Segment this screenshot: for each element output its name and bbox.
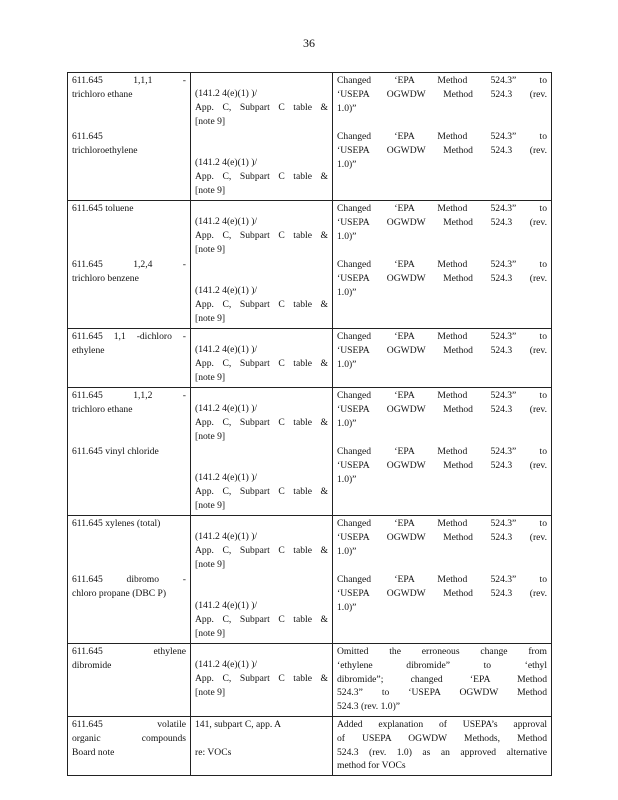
reference-line: App. C, Subpart C table & xyxy=(195,170,328,182)
change-entry xyxy=(337,74,547,116)
section-entry xyxy=(72,718,186,759)
table-row xyxy=(68,329,552,388)
reference-line: App. C, Subpart C table & xyxy=(195,229,328,241)
change-line: 1.0)” xyxy=(337,158,357,170)
change-entry xyxy=(337,330,547,372)
reference-line: App. C, Subpart C table & xyxy=(195,357,328,369)
change-entry xyxy=(337,202,547,244)
change-cell xyxy=(333,388,552,516)
section-entry xyxy=(72,258,186,300)
section-line: 611.645 toluene xyxy=(72,203,134,214)
section-line: 611.645 xyxy=(72,131,103,142)
reference-entry xyxy=(195,718,328,759)
reference-line: (141.2 4(e)(1) )/ xyxy=(195,216,258,227)
section-entry xyxy=(72,445,186,487)
section-entry xyxy=(72,389,186,431)
table-row xyxy=(68,644,552,717)
reference-cell xyxy=(191,388,333,516)
section-line: 611.645 volatile xyxy=(72,718,186,730)
change-line: ‘USEPA OGWDW Method 524.3 (rev. xyxy=(337,587,547,599)
reference-entry xyxy=(195,389,328,444)
reference-line: App. C, Subpart C table & xyxy=(195,613,328,625)
table-row xyxy=(68,73,552,201)
section-entry xyxy=(72,330,186,372)
reference-line: (141.2 4(e)(1) )/ xyxy=(195,600,258,611)
reference-line: [note 9] xyxy=(195,499,226,511)
reference-line: App. C, Subpart C table & xyxy=(195,101,328,113)
reference-line: (141.2 4(e)(1) )/ xyxy=(195,157,258,168)
section-cell xyxy=(68,388,191,516)
reference-cell xyxy=(191,516,333,644)
change-cell xyxy=(333,329,552,388)
section-cell xyxy=(68,716,191,775)
change-cell xyxy=(333,516,552,644)
change-line: 1.0)” xyxy=(337,286,357,298)
change-entry xyxy=(337,718,547,773)
section-line: trichloroethylene xyxy=(72,144,138,156)
change-line: ‘USEPA OGWDW Method 524.3 (rev. xyxy=(337,459,547,471)
reference-entry xyxy=(195,143,328,198)
change-entry xyxy=(337,445,547,487)
change-entry xyxy=(337,573,547,615)
reference-line: App. C, Subpart C table & xyxy=(195,672,328,684)
section-line: 611.645 vinyl chloride xyxy=(72,446,159,457)
section-line: trichloro ethane xyxy=(72,88,133,100)
section-line: chloro propane (DBC P) xyxy=(72,587,167,599)
change-line: ‘USEPA OGWDW Method 524.3 (rev. xyxy=(337,531,547,543)
reference-line: App. C, Subpart C table & xyxy=(195,485,328,497)
reference-line: [note 9] xyxy=(195,371,226,383)
reference-line: [note 9] xyxy=(195,115,226,127)
section-line: 611.645 xylenes (total) xyxy=(72,518,161,529)
section-line: Board note xyxy=(72,746,115,758)
reference-line: [note 9] xyxy=(195,184,226,196)
reference-line: (141.2 4(e)(1) )/ xyxy=(195,472,258,483)
reference-line: (141.2 4(e)(1) )/ xyxy=(195,659,258,670)
change-line: Omitted the erroneous change from xyxy=(337,646,547,657)
change-line: ‘USEPA OGWDW Method 524.3 (rev. xyxy=(337,403,547,415)
section-entry xyxy=(72,645,186,687)
reference-entry xyxy=(195,458,328,513)
change-entry xyxy=(337,130,547,172)
reference-line xyxy=(195,732,328,746)
reference-line: (141.2 4(e)(1) )/ xyxy=(195,344,258,355)
change-cell xyxy=(333,201,552,329)
change-cell xyxy=(333,644,552,717)
reference-line: [note 9] xyxy=(195,430,226,442)
reference-cell xyxy=(191,73,333,201)
change-line: Added explanation of USEPA’s approval xyxy=(337,718,547,730)
section-cell xyxy=(68,516,191,644)
change-line: 1.0)” xyxy=(337,358,357,370)
change-entry xyxy=(337,258,547,300)
section-cell xyxy=(68,73,191,201)
change-line: 1.0)” xyxy=(337,545,357,557)
page-number: 36 xyxy=(303,36,315,50)
section-line: 611.645 ethylene xyxy=(72,646,186,657)
reference-line: App. C, Subpart C table & xyxy=(195,298,328,310)
reference-line: re: VOCs xyxy=(195,746,232,758)
section-entry xyxy=(72,74,186,116)
change-line: Changed ‘EPA Method 524.3” to xyxy=(337,446,547,457)
reference-line: (141.2 4(e)(1) )/ xyxy=(195,531,258,542)
reference-cell xyxy=(191,201,333,329)
change-entry xyxy=(337,389,547,431)
change-line: 524.3 (rev. 1.0) as an approved alternative xyxy=(337,746,547,758)
section-line: dibromide xyxy=(72,659,112,671)
section-entry xyxy=(72,130,186,172)
section-entry xyxy=(72,202,186,244)
change-line: ‘ethylene dibromide” to ‘ethyl xyxy=(337,659,547,671)
section-line: 611.645 dibromo - xyxy=(72,574,186,585)
change-line: 1.0)” xyxy=(337,230,357,242)
change-entry xyxy=(337,517,547,559)
section-line: 611.645 1,1 -dichloro - xyxy=(72,331,186,342)
amendments-table xyxy=(67,72,552,776)
reference-cell xyxy=(191,644,333,717)
change-line: 524.3 (rev. 1.0)” xyxy=(337,701,401,713)
table-body xyxy=(68,73,552,776)
change-line: ‘USEPA OGWDW Method 524.3 (rev. xyxy=(337,88,547,100)
change-line: Changed ‘EPA Method 524.3” to xyxy=(337,574,547,585)
change-line: Changed ‘EPA Method 524.3” to xyxy=(337,203,547,214)
reference-line: [note 9] xyxy=(195,686,226,698)
reference-entry xyxy=(195,330,328,385)
reference-entry xyxy=(195,586,328,641)
reference-line: [note 9] xyxy=(195,558,226,570)
change-entry xyxy=(337,645,547,714)
change-cell xyxy=(333,716,552,775)
change-line: ‘USEPA OGWDW Method 524.3 (rev. xyxy=(337,144,547,156)
section-line: organic compounds xyxy=(72,732,186,744)
reference-entry xyxy=(195,517,328,572)
table-row xyxy=(68,201,552,329)
change-line: 1.0)” xyxy=(337,601,357,613)
section-line: 611.645 1,2,4 - xyxy=(72,259,186,270)
change-line: 524.3” to ‘USEPA OGWDW Method xyxy=(337,687,547,699)
section-line: trichloro ethane xyxy=(72,403,133,415)
change-line: ‘USEPA OGWDW Method 524.3 (rev. xyxy=(337,216,547,228)
section-entry xyxy=(72,517,186,559)
change-line: Changed ‘EPA Method 524.3” to xyxy=(337,518,547,529)
reference-line: [note 9] xyxy=(195,312,226,324)
section-cell xyxy=(68,329,191,388)
reference-line: 141, subpart C, app. A xyxy=(195,718,282,730)
reference-entry xyxy=(195,645,328,700)
reference-cell xyxy=(191,329,333,388)
reference-line: (141.2 4(e)(1) )/ xyxy=(195,285,258,296)
reference-line: (141.2 4(e)(1) )/ xyxy=(195,403,258,414)
reference-entry xyxy=(195,271,328,326)
section-line: trichloro benzene xyxy=(72,272,139,284)
section-cell xyxy=(68,201,191,329)
change-line: of USEPA OGWDW Methods, Method xyxy=(337,732,547,744)
reference-line: [note 9] xyxy=(195,627,226,639)
section-entry xyxy=(72,573,186,615)
reference-line: (141.2 4(e)(1) )/ xyxy=(195,88,258,99)
change-line: Changed ‘EPA Method 524.3” to xyxy=(337,131,547,142)
change-line: Changed ‘EPA Method 524.3” to xyxy=(337,75,547,86)
change-line: 1.0)” xyxy=(337,102,357,114)
reference-entry xyxy=(195,74,328,129)
change-cell xyxy=(333,73,552,201)
change-line: Changed ‘EPA Method 524.3” to xyxy=(337,259,547,270)
section-line: ethylene xyxy=(72,344,105,356)
change-line: ‘USEPA OGWDW Method 524.3 (rev. xyxy=(337,344,547,356)
reference-entry xyxy=(195,202,328,257)
table-row xyxy=(68,516,552,644)
change-line: ‘USEPA OGWDW Method 524.3 (rev. xyxy=(337,272,547,284)
reference-line: [note 9] xyxy=(195,243,226,255)
change-line: 1.0)” xyxy=(337,473,357,485)
table-row xyxy=(68,716,552,775)
section-cell xyxy=(68,644,191,717)
reference-line: App. C, Subpart C table & xyxy=(195,544,328,556)
section-line: 611.645 1,1,2 - xyxy=(72,390,186,401)
change-line: method for VOCs xyxy=(337,760,406,772)
change-line: Changed ‘EPA Method 524.3” to xyxy=(337,390,547,401)
change-line: Changed ‘EPA Method 524.3” to xyxy=(337,331,547,342)
reference-cell xyxy=(191,716,333,775)
section-line: 611.645 1,1,1 - xyxy=(72,75,186,86)
change-line: dibromide”; changed ‘EPA Method xyxy=(337,673,547,685)
reference-line: App. C, Subpart C table & xyxy=(195,416,328,428)
change-line: 1.0)” xyxy=(337,417,357,429)
table-row xyxy=(68,388,552,516)
